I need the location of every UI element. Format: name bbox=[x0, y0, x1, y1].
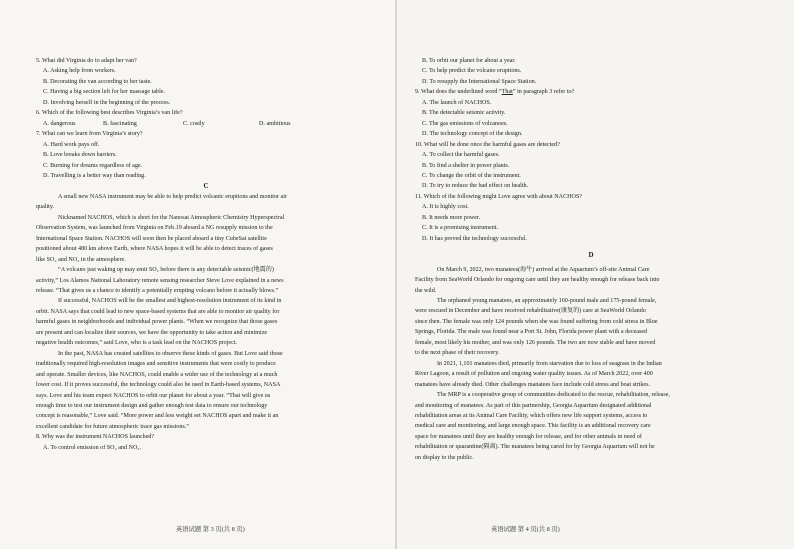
passage-d-line: the wild. bbox=[415, 287, 437, 294]
passage-d-line: medical care and monitoring, and large enough space. This facility is an additional recovery care bbox=[415, 423, 651, 430]
passage-c-line: In the past, NASA has created satellites to observe these kinds of gases. But Love said those bbox=[58, 350, 283, 357]
passage-c-line: concept is reasonable,” Love said. “More power and less weight set NACHOS apart and make it an bbox=[36, 413, 279, 420]
q7-stem: 7. What can we learn from Virginia’s story? bbox=[36, 131, 143, 138]
passage-c-line: Nicknamed NACHOS, which is short for the Nanosat Atmospheric Chemistry Hyperspectral bbox=[58, 214, 285, 221]
passage-d-line: manatees have already died. Other challenges manatees face include cold stress and boat strikes. bbox=[415, 381, 651, 388]
q9-option-b: B. The detectable seismic activity. bbox=[422, 110, 506, 117]
passage-c-line: harmful gases in neighborhoods and individual power plants. “When we recognize that those gases bbox=[36, 319, 278, 326]
passage-d-line: Springs, Florida. The male was found near a Port St. John, Florida power plant with a deceased bbox=[415, 329, 648, 336]
q9-stem-after: ” in paragraph 3 refer to? bbox=[512, 89, 575, 96]
passage-c-line: lower cost. If it proves successful, the technology could also be used in Earth-based systems, NASA bbox=[36, 382, 281, 389]
passage-c-line: enough time to test our instrument design and gather enough test data to ensure our technology bbox=[36, 402, 268, 409]
passage-d-line: rehabilitation or quarantine(隔离). The manatees being cared for by Georgia Aquarium will not be bbox=[415, 444, 655, 451]
q5-option-c: C. Having a big section left for her massage table. bbox=[43, 89, 166, 96]
q6-options bbox=[36, 119, 376, 129]
passage-c-line: “A volcano just waking up may emit SO₂ before there is any detectable seismic(地震的) bbox=[58, 267, 274, 274]
q11-option-c: C. It is a promising instrument. bbox=[422, 225, 498, 232]
page-4 bbox=[397, 0, 794, 549]
q8-option-a: A. To control emission of SO₂ and NO₂. bbox=[43, 444, 141, 451]
q7-option-d: D. Travelling is a better way than reading. bbox=[43, 172, 146, 179]
q6-stem: 6. Which of the following best describes Virginia’s van life? bbox=[36, 110, 183, 117]
left-column bbox=[36, 56, 376, 453]
passage-d-line: since then. The female was only 124 pounds when she was found suffering from cold stress in Blue bbox=[415, 318, 658, 325]
q5-stem: 5. What did Virginia do to adapt her van? bbox=[36, 58, 137, 64]
passage-c-line: A small new NASA instrument may be able to help predict volcanic eruptions and monitor air bbox=[58, 193, 287, 200]
passage-c-line: orbit. NASA says that could lead to new space-based systems that are able to monitor air quality for bbox=[36, 308, 280, 315]
q5-option-d: D. Involving herself in the beginning of the process. bbox=[43, 99, 171, 106]
q9-underlined-word: That bbox=[501, 89, 513, 96]
passage-c-line: and operate. Smaller devices, like NACHOS, could enable a wider use of the technology at a much bbox=[36, 371, 278, 378]
passage-d-line: Facility from SeaWorld Orlando for ongoing care until they are healthy enough for release back into bbox=[415, 277, 660, 284]
passage-d-line: In 2021, 1,101 manatees died, primarily from starvation due to loss of seagrass in the Indian bbox=[437, 360, 662, 367]
passage-d-line: and monitoring of manatees. As part of this partnership, Georgia Aquarium designated additional bbox=[415, 402, 652, 409]
passage-c-line: negative health outcomes,” said Love, who is a task lead on the NACHOS project. bbox=[36, 340, 238, 347]
q10-option-a: A. To collect the harmful gases. bbox=[422, 152, 500, 159]
q11-option-a: A. It is highly cost. bbox=[422, 204, 469, 211]
q6-option-a: A. dangerous bbox=[43, 120, 76, 127]
q7-option-a: A. Hard work pays off. bbox=[43, 141, 100, 148]
q10-option-b: B. To find a shelter in power plants. bbox=[422, 162, 510, 169]
q10-option-c: C. To change the orbit of the instrument. bbox=[422, 172, 521, 179]
passage-d-line: female, most likely his mother, and was only 126 pounds. The two are now stable and have moved bbox=[415, 339, 656, 346]
q9-option-c: C. The gas emissions of volcanoes. bbox=[422, 120, 508, 127]
passage-c-line: International Space Station. NACHOS will soon then be placed aboard a tiny CubeSat satellite bbox=[36, 235, 267, 242]
passage-d-line: rehabilitation areas at its Animal Care Facility, which offers new life support systems, access to bbox=[415, 412, 648, 419]
q9-option-d: D. The technology concept of the design. bbox=[422, 131, 523, 138]
q9-stem bbox=[415, 87, 767, 97]
q8-option-c: C. To help predict the volcano eruptions. bbox=[422, 68, 522, 75]
q7-option-b: B. Love breaks down barriers. bbox=[43, 152, 117, 159]
q11-stem: 11. Which of the following might Love agree with about NACHOS? bbox=[415, 193, 583, 200]
passage-c bbox=[36, 192, 376, 432]
q9-option-a: A. The launch of NACHOS. bbox=[422, 99, 492, 106]
q8-option-b: B. To orbit our planet for about a year. bbox=[422, 58, 516, 64]
q11-option-b: B. It needs more power. bbox=[422, 214, 481, 221]
passage-c-line: positioned about 480 km above Earth, where NASA hopes it will be able to detect traces of gases bbox=[36, 246, 273, 253]
passage-c-line: release. “That gives us a chance to identify a potentially erupting volcano before it actually blows.” bbox=[36, 287, 279, 294]
q11-option-d: D. It has proved the technology successful. bbox=[422, 235, 527, 242]
q10-stem: 10. What will be done once the harmful gases are detected? bbox=[415, 141, 560, 148]
passage-c-line: like SO₂ and NO₂ in the atmosphere. bbox=[36, 256, 126, 263]
passage-d bbox=[415, 265, 767, 464]
q5-option-b: B. Decorating the van according to her taste. bbox=[43, 78, 152, 85]
passage-c-line: are present and can localize their sources, we have the opportunity to take action and minimize bbox=[36, 329, 268, 336]
q6-option-b: B. fascinating bbox=[103, 120, 137, 127]
passage-d-line: On March 9, 2022, two manatees(海牛) arrived at the Aquarium’s off-site Animal Care bbox=[437, 266, 650, 273]
page-footer-3: 英语试题 第 3 页(共 8 页) bbox=[176, 526, 245, 533]
passage-d-line: space for manatees until they are healthy enough for release, and for other animals in need of bbox=[415, 433, 642, 440]
passage-d-line: on display to the public. bbox=[415, 454, 474, 461]
passage-c-line: activity,” Los Alamos National Laboratory remote sensing researcher Steve Love explained in a news bbox=[36, 277, 284, 284]
q10-option-d: D. To try to reduce the bad effect on health. bbox=[422, 183, 529, 190]
passage-d-line: River Lagoon, a result of pollution and ongoing water quality issues. As of March 2022, over 400 bbox=[415, 371, 653, 378]
passage-c-line: If successful, NACHOS will be the smallest and highest-resolution instrument of its kind in bbox=[58, 298, 282, 305]
passage-d-line: The MRP is a cooperative group of communities dedicated to the rescue, rehabilitation, release, bbox=[437, 392, 670, 399]
passage-d-line: were rescued in December and have received rehabilitative(康复的) care at SeaWorld Orlando bbox=[415, 308, 646, 315]
q6-option-c: C. costly bbox=[183, 120, 205, 127]
passage-c-line: Observation System, was launched from Virginia on Feb.19 aboard a NG resupply mission to the bbox=[36, 225, 273, 232]
right-column bbox=[415, 56, 767, 463]
q5-option-a: A. Asking help from workers. bbox=[43, 68, 116, 75]
q6-option-d: D. ambitious bbox=[259, 120, 291, 127]
passage-d-line: The orphaned young manatees, an approximately 160-pound male and 175-pound female, bbox=[437, 297, 657, 304]
q7-option-c: C. Burning for dreams regardless of age. bbox=[43, 162, 143, 169]
passage-c-line: quality. bbox=[36, 204, 55, 211]
section-heading-c: C bbox=[203, 182, 209, 191]
q8-option-d: D. To resupply the International Space Station. bbox=[422, 78, 537, 85]
passage-c-line: excellent candidate for future atmospheric trace gas missions.” bbox=[36, 423, 189, 430]
section-heading-d: D bbox=[588, 251, 594, 260]
passage-d-line: to the next phase of their recovery. bbox=[415, 350, 500, 357]
passage-c-line: traditionally required high-resolution images and sensitive instruments that were costly to produce bbox=[36, 361, 276, 368]
passage-c-line: says. Love and his team expect NACHOS to orbit our planet for about a year. “That will give us bbox=[36, 392, 271, 399]
page-footer-4: 英语试题 第 4 页(共 8 页) bbox=[491, 526, 560, 533]
q8-stem: 8. Why was the instrument NACHOS launched? bbox=[36, 434, 155, 441]
q9-stem-before: 9. What does the underlined word “ bbox=[415, 89, 502, 96]
